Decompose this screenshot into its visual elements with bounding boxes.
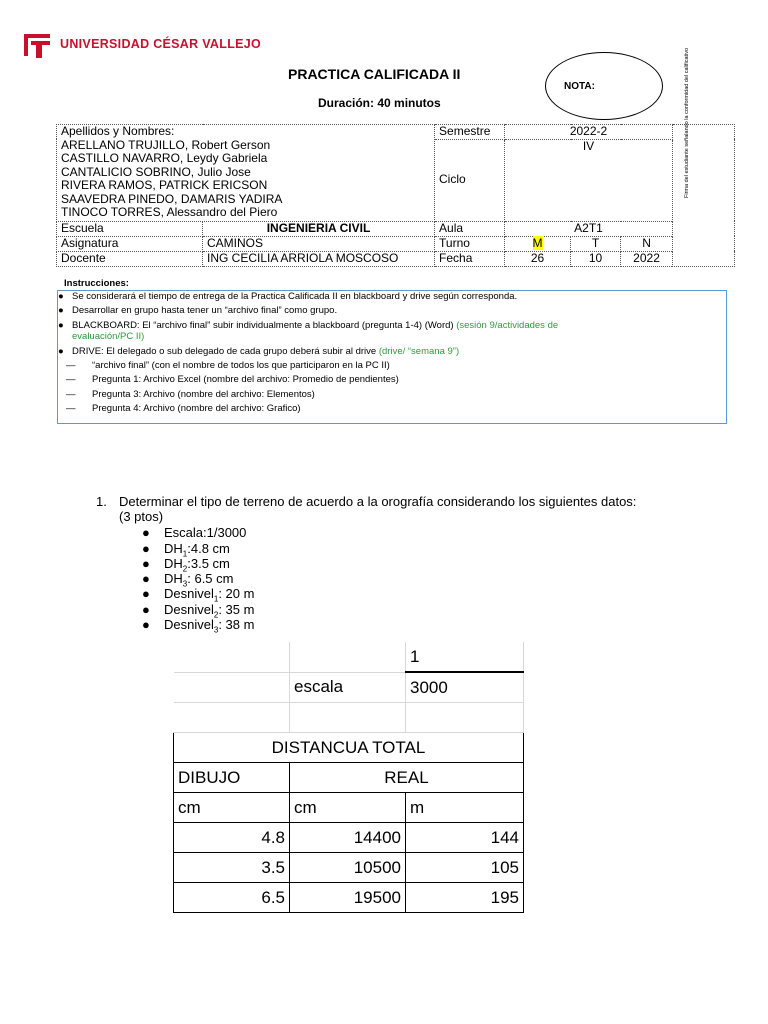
scale-label: escala [290,672,406,703]
distance-table-title: DISTANCUA TOTAL [174,733,524,763]
data-item: ● $DH_1:4.8$ cm [142,541,230,559]
data-item: ● Escala:1/3000 [142,525,247,540]
instruction-subitem: — “archivo final” (con el nombre de todos los que participaron en la PC II) [66,360,390,371]
student-name: RIVERA RAMOS, PATRICK ERICSON [61,178,268,192]
instruction-item: ● DRIVE: El delegado o sub delegado de cada grupo deberá subir al drive (drive/ “semana 9”) [58,346,460,357]
data-item: ● $DH_2:3.5$ cm [142,556,230,574]
turno-m-text: M [532,235,543,250]
instructions-title: Instrucciones: [64,278,129,289]
instruction-item: ● Se considerará el tiempo de entrega de la Practica Calificada II en blackboard y drive según corresponda. [58,291,518,302]
duration: Duración: 40 minutos [318,96,441,110]
question-points: (3 ptos) [119,509,164,524]
instruction-item: ● Desarrollar en grupo hasta tener un “archivo final” como grupo. [58,305,338,316]
data-item: ● Desnivel$_3$: 38 m [142,617,255,635]
instruction-item: ● BLACKBOARD: El “archivo final” subir individualmente a blackboard (pregunta 1-4) (Word) (sesión 9/actividades de [58,320,559,331]
names-label: Apellidos y Nombres: [61,124,175,138]
instruction-item-cont: evaluación/PC II) [72,331,145,342]
instruction-subitem: — Pregunta 3: Archivo (nombre del archivo: Elementos) [66,389,315,400]
data-item: ● Desnivel$_1$: 20 m [142,586,255,604]
scale-denominator: 3000 [406,672,524,703]
docente-label: Docente [57,251,203,266]
student-name: CANTALICIO SOBRINO, Julio Jose [61,164,251,179]
col-real-header: REAL [290,763,524,793]
scale-numerator: 1 [406,642,524,672]
turno-label: Turno [435,236,505,251]
question-number: 1. [96,494,107,509]
spreadsheet-image [173,642,523,913]
aula-value: A2T1 [505,221,673,236]
asignatura-value: CAMINOS [203,236,435,251]
docente-value: ING CECILIA ARRIOLA MOSCOSO [203,251,435,266]
signature-note: Firma del estudiante señalando la conformidad del calificativo [684,47,691,198]
asignatura-label: Asignatura [57,236,203,251]
student-name: TINOCO TORRES, Alessandro del Piero [61,205,278,219]
aula-label: Aula [435,221,505,236]
student-name: CASTILLO NAVARRO, Leydy Gabriela [61,151,268,165]
ciclo-value: IV [505,139,673,221]
table-cell: 4.8 [174,823,290,853]
escuela-label: Escuela [57,221,203,236]
question-text: Determinar el tipo de terreno de acuerdo a la orografía considerando los siguientes datos: [119,494,637,509]
ciclo-label: Ciclo [435,139,505,221]
university-name: UNIVERSIDAD CÉSAR VALLEJO [60,37,262,51]
turno-m [505,236,571,251]
grade-circle [545,52,663,120]
semestre-label: Semestre [435,125,505,140]
data-item: ● $DH_3$: 6.5 cm [142,571,234,589]
signature-cell [673,47,735,267]
unit-cell: cm [290,793,406,823]
student-name: SAAVEDRA PINEDO, DAMARIS YADIRA [61,191,283,206]
semestre-value: 2022-2 [505,125,673,140]
table-cell: 3.5 [174,853,290,883]
cell-empty [174,642,290,672]
university-logo-icon [22,30,52,60]
col-dibujo-header: DIBUJO [174,763,290,793]
fecha-day: 26 [505,251,571,266]
instruction-subitem: — Pregunta 4: Archivo (nombre del archivo: Grafico) [66,403,301,414]
cell-empty [174,672,290,703]
cell-empty [406,703,524,733]
student-name: ARELLANO TRUJILLO, Robert Gerson [61,137,271,152]
cell-empty [174,703,290,733]
cell-empty [290,703,406,733]
page-title: PRACTICA CALIFICADA II [288,66,461,82]
fecha-label: Fecha [435,251,505,266]
table-cell: 195 [406,883,524,913]
table-cell: 105 [406,853,524,883]
table-cell: 10500 [290,853,406,883]
cell-empty [290,642,406,672]
table-cell: 19500 [290,883,406,913]
turno-t: T [571,236,621,251]
escuela-value: INGENIERIA CIVIL [203,221,435,236]
table-cell: 14400 [290,823,406,853]
table-cell: 6.5 [174,883,290,913]
unit-cell: m [406,793,524,823]
data-item: ● Desnivel$_2$: 35 m [142,602,255,620]
instruction-subitem: — Pregunta 1: Archivo Excel (nombre del archivo: Promedio de pendientes) [66,374,399,385]
names-cell [57,125,435,222]
fecha-year: 2022 [621,251,673,266]
grade-label: NOTA: [564,81,595,92]
turno-n: N [621,236,673,251]
fecha-month: 10 [571,251,621,266]
unit-cell: cm [174,793,290,823]
table-cell: 144 [406,823,524,853]
